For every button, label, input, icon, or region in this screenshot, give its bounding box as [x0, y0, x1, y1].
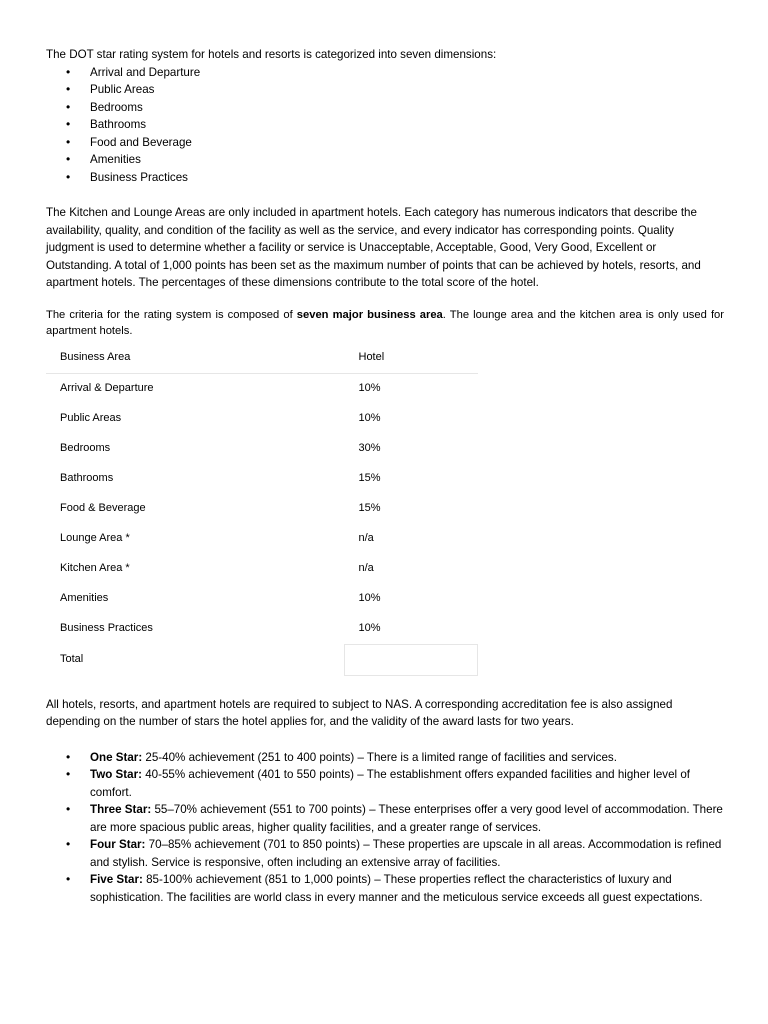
- hotel-percent-cell: n/a: [358, 531, 374, 544]
- business-area-cell: Business Practices: [60, 622, 153, 634]
- business-area-cell: Amenities: [60, 591, 109, 604]
- star-level-item: [46, 801, 724, 836]
- star-level-item: [46, 766, 724, 801]
- star-level-text: 55–70% achievement (551 to 700 points) – These enterprises offer a very good level of accommodation. There are more spacious public areas, higher quality facilities, and a greater range of services.: [90, 803, 723, 834]
- dimension-item: • Food and Beverage: [46, 134, 724, 152]
- business-area-cell: Food & Beverage: [60, 501, 146, 514]
- dimension-item: • Business Practices: [46, 169, 724, 187]
- table-row: [46, 524, 478, 554]
- header-business-area: Business Area: [46, 343, 345, 374]
- table-row: [46, 373, 478, 404]
- total-value-cell: [345, 644, 478, 675]
- business-area-cell: Bathrooms: [60, 471, 114, 484]
- criteria-text-after: . The lounge area and the kitchen area is only used for apartment hotels.: [46, 308, 724, 337]
- criteria-text-before: The criteria for the rating system is composed of: [46, 308, 297, 321]
- business-area-cell: Arrival & Departure: [60, 381, 154, 394]
- star-level-item: [46, 871, 724, 906]
- hotel-percent-cell: n/a: [358, 561, 374, 574]
- hotel-percent-cell: 10%: [358, 411, 381, 424]
- star-levels-list: [46, 749, 724, 907]
- star-level-label: Four Star:: [90, 838, 146, 851]
- star-level-label: Five Star:: [90, 873, 143, 886]
- star-level-text: 85-100% achievement (851 to 1,000 points) – These properties reflect the characteristics of luxury and sophistication. The facilities are world class in every manner and the meticulous service exceeds all guest expectations.: [90, 873, 703, 904]
- dimension-item: • Public Areas: [46, 81, 724, 99]
- total-label-cell: Total: [60, 652, 84, 665]
- table-row: [46, 554, 478, 584]
- document-page: [46, 46, 724, 906]
- star-level-label: Two Star:: [90, 768, 142, 781]
- star-level-text: 25-40% achievement (251 to 400 points) – There is a limited range of facilities and services.: [142, 750, 617, 764]
- kitchen-lounge-paragraph: The Kitchen and Lounge Areas are only included in apartment hotels. Each category has numerous indicators that describe the availability, quality, and condition of the facility as well as the service, and every indicator has corresponding points. Quality judgment is used to determine whether a facility or service is Unacceptable, Acceptable, Good, Very Good, Excellent or Outstanding. A total of 1,000 points has been set as the maximum number of points that can be achieved by hotels, resorts, and apartment hotels. The percentages of these dimensions contribute to the total score of the hotel.: [46, 206, 701, 289]
- dimensions-list: [46, 64, 724, 187]
- star-level-label: One Star:: [90, 750, 143, 764]
- criteria-paragraph: [46, 307, 724, 339]
- table-row: [46, 584, 478, 614]
- dimension-item: • Amenities: [46, 151, 724, 169]
- header-hotel: Hotel: [345, 343, 478, 374]
- star-level-label: Three Star:: [90, 803, 152, 816]
- hotel-percent-cell: 15%: [358, 471, 381, 484]
- hotel-percent-cell: 10%: [358, 621, 381, 634]
- table-row: [46, 434, 478, 464]
- business-area-cell: Bedrooms: [60, 441, 111, 454]
- dimension-item: • Arrival and Departure: [46, 64, 724, 82]
- table-row: [46, 614, 478, 645]
- star-level-text: 40-55% achievement (401 to 550 points) – The establishment offers expanded facilities and higher level of comfort.: [90, 768, 691, 799]
- table-total-row: [46, 644, 478, 675]
- hotel-percent-cell: 10%: [358, 591, 381, 604]
- hotel-percent-cell: 10%: [358, 381, 381, 394]
- table-row: [46, 494, 478, 524]
- hotel-percent-cell: 30%: [358, 441, 381, 454]
- nas-paragraph: All hotels, resorts, and apartment hotels are required to subject to NAS. A corresponding accreditation fee is also assigned depending on the number of stars the hotel applies for, and the validity of the award lasts for two years.: [46, 697, 673, 728]
- hotel-percent-cell: 15%: [358, 501, 381, 514]
- table-row: [46, 404, 478, 434]
- table-header-row: [46, 343, 478, 374]
- star-level-item: [46, 749, 724, 767]
- dimension-item: • Bedrooms: [46, 99, 724, 117]
- star-level-text: 70–85% achievement (701 to 850 points) – These properties are upscale in all areas. Accommodation is refined and stylish. Service is responsive, often including an extensive array of facilities.: [90, 838, 722, 869]
- business-area-cell: Public Areas: [60, 411, 122, 424]
- business-area-cell: Lounge Area *: [60, 531, 130, 544]
- intro-heading: The DOT star rating system for hotels and resorts is categorized into seven dimensions:: [46, 48, 497, 61]
- star-level-item: [46, 836, 724, 871]
- dimension-item: • Bathrooms: [46, 116, 724, 134]
- business-area-cell: Kitchen Area *: [60, 561, 130, 574]
- criteria-bold-text: seven major business area: [296, 308, 443, 321]
- rating-table: [46, 343, 478, 676]
- table-row: [46, 464, 478, 494]
